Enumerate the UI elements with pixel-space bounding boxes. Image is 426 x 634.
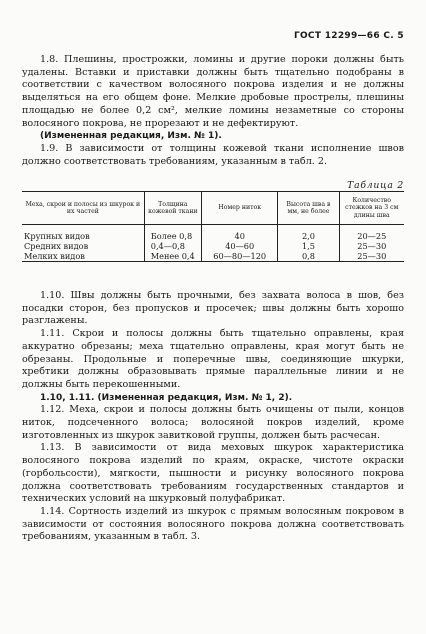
table-row bbox=[22, 241, 404, 251]
paragraph-1-10: 1.10. Швы должны быть прочными, без захвата волоса в шов, без посадки сторон, без пропусков и просечек; швы должны быть хорошо разглажены. bbox=[22, 290, 404, 327]
text-block-bottom bbox=[22, 290, 404, 544]
table-caption: Таблица 2 bbox=[347, 180, 404, 191]
table-cell: Более 0,8 bbox=[144, 225, 201, 242]
table-cell: 0,8 bbox=[278, 251, 339, 262]
table-header: Толщина кожевой ткани bbox=[144, 192, 201, 225]
table-cell: 40—60 bbox=[202, 241, 278, 251]
text-block-top bbox=[22, 54, 404, 168]
paragraph-1-14: 1.14. Сортность изделий из шкурок с прямым волосяным покровом в зависимости от состояния волосяного покрова должна соответствовать требованиям, указанным в табл. 3. bbox=[22, 505, 404, 543]
table-cell: 2,0 bbox=[278, 225, 339, 242]
table-cell: 1,5 bbox=[278, 241, 339, 251]
table-cell: 40 bbox=[202, 225, 278, 242]
table-cell: Крупных видов bbox=[24, 231, 90, 242]
paragraph-1-8: 1.8. Плешины, прострожки, ломины и другие пороки должны быть удалены. Вставки и приставки должны быть тщательно подобраны в соответствии с качеством волосяного покрова изделия и не должны выделяться на его общем фоне. Мелкие дробовые прострелы, плешины площадью не более 0,2 см², мелкие ломины незаметные со стороны волосяного покрова, не прорезают и не дефектируют. bbox=[22, 54, 404, 129]
table-header: Высота шва в мм, не более bbox=[278, 192, 339, 225]
table-header: Номер ниток bbox=[202, 192, 278, 225]
table-header-row bbox=[22, 192, 404, 225]
table-cell: 25—30 bbox=[339, 251, 404, 262]
amendment-note-2: 1.10, 1.11. (Измененная редакция, Изм. № 1, 2). bbox=[40, 392, 293, 403]
table-header: Количество стежков на 3 см длины шва bbox=[339, 192, 404, 225]
table-cell: 20—25 bbox=[339, 225, 404, 242]
paragraph-1-9: 1.9. В зависимости от толщины кожевой ткани исполнение швов должно соответствовать требованиям, указанным в табл. 2. bbox=[22, 142, 404, 167]
table-2 bbox=[22, 191, 404, 262]
table-cell: 25—30 bbox=[339, 241, 404, 251]
page-header: ГОСТ 12299—66 С. 5 bbox=[293, 31, 404, 41]
paragraph-1-12: 1.12. Меха, скрои и полосы должны быть очищены от пыли, концов ниток, подсеченного волоса; волосяной покров изделий, кроме изготовленных из шкурок завитковой группы, должен быть расчесан. bbox=[22, 404, 404, 441]
paragraph-1-11: 1.11. Скрои и полосы должны быть тщательно оправлены, края аккуратно обрезаны; меха тщательно оправлены, края могут быть не обрезаны. Продольные и поперечные швы, соединяющие шкурки, хребтики должны образовывать прямые параллельные линии и не должны быть перекошенными. bbox=[22, 328, 404, 390]
table-cell: Менее 0,4 bbox=[144, 251, 201, 262]
table-header: Меха, скрои и полосы из шкурок и их частей bbox=[22, 192, 144, 225]
amendment-note-1: (Измененная редакция, Изм. № 1). bbox=[40, 131, 222, 142]
table-cell: Средних видов bbox=[24, 241, 89, 252]
table-cell: 0,4—0,8 bbox=[144, 241, 201, 251]
paragraph-1-13: 1.13. В зависимости от вида меховых шкурок характеристика волосяного покрова изделий по краям, окраске, чистоте окраски (горбольсости), мягкости, пышности и рисунку волосяного покрова должна соответствовать требованиям государственных стандартов и технических условий на шкурковый полуфабрикат. bbox=[22, 442, 404, 505]
table-row bbox=[22, 251, 404, 262]
table-row bbox=[22, 225, 404, 242]
table-cell: Мелких видов bbox=[22, 251, 144, 262]
table-cell: 60—80—120 bbox=[202, 251, 278, 262]
